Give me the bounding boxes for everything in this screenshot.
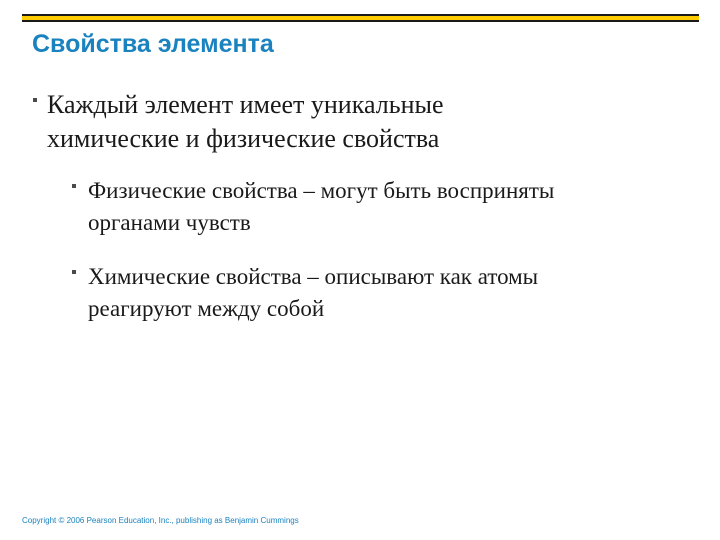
bullet-text bbox=[88, 175, 554, 239]
square-bullet-icon bbox=[72, 184, 76, 188]
bullet-text bbox=[47, 88, 444, 156]
sub-bullet-chemical bbox=[72, 261, 538, 325]
bullet-line: органами чувств bbox=[88, 210, 251, 235]
sub-bullet-physical bbox=[72, 175, 554, 239]
bullet-line: Физические свойства – могут быть восприняты bbox=[88, 178, 555, 203]
top-rule-divider bbox=[22, 14, 699, 22]
bullet-line: Химические свойства – описывают как атомы bbox=[88, 264, 539, 289]
bullet-line: Каждый элемент имеет уникальные bbox=[47, 90, 444, 119]
square-bullet-icon bbox=[33, 98, 37, 102]
slide-title: Свойства элемента bbox=[32, 30, 274, 58]
bullet-line: химические и физические свойства bbox=[47, 124, 440, 153]
bullet-line: реагируют между собой bbox=[88, 296, 325, 321]
bullet-level1 bbox=[33, 88, 444, 156]
bullet-text bbox=[88, 261, 538, 325]
copyright-footer: Copyright © 2006 Pearson Education, Inc., publishing as Benjamin Cummings bbox=[22, 516, 299, 525]
square-bullet-icon bbox=[72, 270, 76, 274]
